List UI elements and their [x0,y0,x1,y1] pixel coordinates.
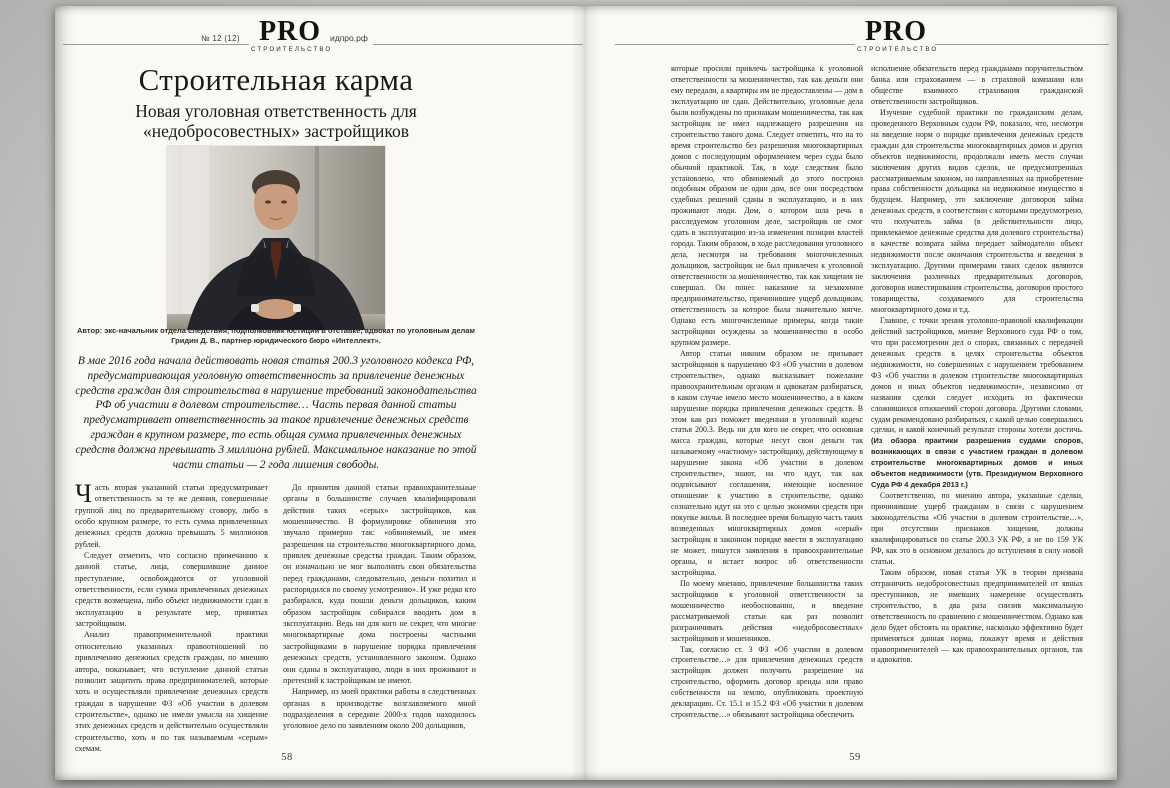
paragraph: Анализ правоприменительной практики относительно указанных правоотношений по привлечению денежных средств граждан, по мнению автора, показывает, что вступление данной статьи позволит защитить права предпринимателей, которые хоть и осуществляли привлечение денежных средств граждан в нарушение ФЗ «Об участии в долевом строительстве», однако не имели умысла на хищение этих денежных средств и действительно осуществляли строительство, хоть и по так называемым «серым» схемам. [75,630,268,753]
paragraph: Так, согласно ст. 3 ФЗ «Об участии в долевом строительстве…» для привлечения денежных средств застройщик должен получить разрешение на строительство, оформить договор аренды или право собственности на землю, опубликовать проектную декларацию. Ст. 15.1 и 15.2 ФЗ «Об участии в долевом строительстве…» обязывают застройщика обеспечить [671,644,863,720]
body-column-2 [871,64,1083,756]
paragraph: Следует отметить, что согласно примечанию к данной статье, лица, совершившие данное преступление, освобождаются от уголовной ответственности, если сумма привлеченных денежных средств возмещена, либо объект недвижимости сдан в эксплуатацию в результате мер, принятых застройщиком. [75,551,268,629]
paragraph: До принятия данной статьи правоохранительные органы в большинстве случаев квалифицировали действия таких «серых» застройщиков, как мошенничество. В формулировке обвинения это звучало примерно так: «обвиняемый, не имея разрешения на строительство многоквартирного дома, привлек денежные средства граждан. Таким образом, он изначально не мог выполнить свои обязательства перед гражданами, следовательно, деньги похитил и распорядился по своему усмотрению». И уже редко кто разбирался, куда пошли деньги дольщиков, каким образом застройщик собирался вводить дом в эксплуатацию. Ведь ни для кого не секрет, что многие многоквартирные дома построены частными застройщиками в нарушение порядка привлечения денежных средств, установленного законом. Однако они сданы в эксплуатацию, люди в них проживают и претензий к застройщикам не имеют. [283,483,476,685]
magazine-logo [251,16,333,53]
magazine-logo [857,16,939,53]
lead-paragraph: В мае 2016 года начала действовать новая статья 200.3 уголовного кодекса РФ, предусматривающая уголовную ответственность за привлечение денежных средств граждан для строительства в нарушение требований законодательства РФ об участии в долевом строительстве… Часть первая данной статьи предусматривает ответственность за такое привлечение денежных средств граждан в крупном размере, то есть общая сумма привлеченных денежных средств должна превышать 3 миллиона рублей. Максимальное наказание по этой части статьи — 2 года лишения свободы. [75,355,477,471]
header-rule-left-segment [615,44,855,45]
page-number-58: 58 [281,752,293,763]
article-title: Строительная карма [138,62,414,97]
author-photo-illustration [167,146,385,330]
header-rule-right-segment [935,44,1109,45]
paragraph: Изучение судебной практики по гражданским делам, проведенного Верховным судом РФ, показало, что, несмотря на введение норм о порядке привлечения денежных средств граждан для строительства многоквартирных домов и других объектов недвижимости, продолжали иметь место случаи заключения других видов сделок, не предусмотренных рассматриваемым законом, но направленных на приобретение права собственности дольщика на недвижимое имущество в будущем. Например, это заключение договоров займа денежных средств, в соответствии с которыми предусмотрено, что получатель займа (в действительности лицо, привлекаемое денежные средства для долевого строительства) в качестве возврата займа передает займодателю объект недвижимости после окончания строительства и введения в эксплуатацию. Другими примерами таких сделок являются заключения различных предварительных договоров, договоров инвестирования строительства, договоров простого товарищества, создаваемого для строительства многоквартирного дома и т.д. [871,107,1083,314]
paragraph: Автор статьи никоим образом не призывает застройщиков к нарушению ФЗ «Об участии в долевом строительстве», однако высказывает пожелание правоохранительным органам и адвокатам разбираться, в каком случае имело место мошенничество, а в каком нарушение порядка привлечения денежных средств. В этом как раз поможет введенная в уголовный кодекс статья 200.3. Ведь ни для кого не секрет, что основная масса граждан, которые несут свои деньги так называемому «частному» застройщику, действующему в нарушение закона «Об участии в долевом строительстве», знают, на что идут, так как подписывают соглашения, имеющие косвенное отношение к участию в строительстве, однако сознательно идут на это с целью экономии средств при покупке жилья. В последнее время большую часть таких возведенных многоквартирных домов «серый» застройщик в законном порядке ввести в эксплуатацию не может, пишутся заявления в правоохранительные органы, и встает вопрос об ответственности застройщика. [671,348,863,577]
paragraph: По моему мнению, привлечение большинства таких застройщиков к уголовной ответственности за мошенничество необоснованно, и введение рассматриваемой статьи как раз позволит разграничивать действия «недобросовестных» застройщиков и мошенников. [671,578,863,643]
logo-pro-text: PRO [864,16,928,47]
logo-subtitle-text: СТРОИТЕЛЬСТВО [251,46,333,53]
photo-caption: Автор: экс-начальник отдела следствия, подполковник юстиции в отставке, адвокат по уголовным делам Гридин Д. В., партнер юридического бюро «Интеллект». [77,326,475,345]
header-rule-right-segment [373,44,583,45]
page-number-59: 59 [849,752,861,763]
paragraph: Например, из моей практики работы в следственных органах в производстве возглавляемого мной подразделения в середине 2000-х годов находилось уголовное дело по заявлениям около 200 дольщиков, [283,687,476,731]
logo-subtitle-text: СТРОИТЕЛЬСТВО [857,46,939,53]
paragraph: исполнение обязательств перед гражданами поручительством банка или страхованием — в страховой компании или обществе взаимного страхования гражданской ответственности застройщиков. [871,64,1083,106]
site-url: идпро.рф [330,33,368,43]
logo-pro-text: PRO [258,16,322,47]
magazine-spread [55,6,1117,780]
article-subtitle-text: Новая уголовная ответственность для «недобросовестных» застройщиков [135,101,417,141]
paragraph: Главное, с точки зрения уголовно-правовой квалификации действий застройщиков, мнение Верховного суда РФ о том, что при рассмотрении дел о спорах, связанных с передачей денежных средств в целях строительства объектов недвижимости, но совершенных с нарушением требованием ФЗ «Об участии в долевом строительстве многоквартирных домов и иных объектов недвижимости», независимо от названия сделки следует исходить из фактически сложившихся отношений сторон договора. Другими словами, судам рекомендовано разбираться, с какой целью совершались сделки, и какой конечный результат стороны хотели достичь. (Из обзора практики разрешения судами споров, возникающих в связи с участием граждан в долевом строительстве многоквартирных домов и иных объектов недвижимости (утв. Президиумом Верховного Суда РФ 4 декабря 2013 г.) [871,315,1083,490]
drop-cap: Ч [75,482,92,508]
bold-citation: (Из обзора практики разрешения судами споров, возникающих в связи с участием граждан в долевом строительстве многоквартирных домов и иных объектов недвижимости (утв. Президиумом Верховного Суда РФ 4 декабря 2013 г.) [871,436,1083,490]
author-photo [167,146,385,330]
issue-number: № 12 (12) [201,34,240,43]
page-fold-shadow [571,6,599,780]
header-rule-left-segment [63,44,249,45]
paragraph: Таким образом, новая статья УК в теории призвана отграничить недобросовестных предпринимателей от явных преступников, не имевших намерение осуществлять строительство, в два раза снизив максимальную ответственность по сравнению с мошенничеством. Однако как дело будет обстоять на практике, насколько эффективно будет применяться данная норма, покажут время и действия правоприменителей — как правоохранительных органов, так и адвокатов. [871,567,1083,665]
article-subtitle [75,101,477,141]
paragraph: Часть вторая указанной статьи предусматривает ответственность за те же деяния, совершенные группой лиц по предварительному сговору, либо в особо крупном размере, то есть сумма привлеченных денежных средств должна превышать 5 миллионов рублей. [75,482,268,549]
paragraph: Соответственно, по мнению автора, указанные сделки, причинившие ущерб гражданам в связи с нарушением законодательства «Об участии в долевом строительстве…», при отсутствии признаков хищения, должны квалифицироваться по статье 200.3 УК РФ, а не по 159 УК РФ, как это в основном делалось до вступления в силу новой статьи. [871,491,1083,566]
paragraph: которые просили привлечь застройщика к уголовной ответственности за мошенничество, так как деньги они ему передали, а квартиры им не предоставлены — дом в эксплуатацию не сдан. Действительно, уголовные дела были возбуждены по признакам мошенничества, так как застройщик не имел надлежащего разрешения на строительство такого дома. Следует отметить, что на то время строительство без разрешения многоквартирных домов с последующим оформлением через суды было обычной практикой. Так, в ходе следствия было установлено, что обвиняемый до этого построил подобным образом не один дом, все они посредством судебных решений сданы в эксплуатацию, и в них проживают люди. Дом, о котором шла речь в расследуемом уголовном деле, застройщик не смог сдать в эксплуатацию из-за изменения позиции властей города. Таким образом, в ходе расследования уголовного дела, несмотря на требования многочисленных дольщиков, застройщик не был привлечен к уголовной ответственности за мошенничество, так как хищения не совершал. Он понес наказание за незаконное предпринимательство, причинившее ущерб дольщикам, ответственность за которое была значительно мягче. Однако есть многочисленные примеры, когда такие застройщики осуждены за мошенничество в особо крупном размере. [671,64,863,347]
body-column-2 [283,482,476,758]
body-column-1 [671,64,863,756]
body-column-1 [75,482,268,758]
